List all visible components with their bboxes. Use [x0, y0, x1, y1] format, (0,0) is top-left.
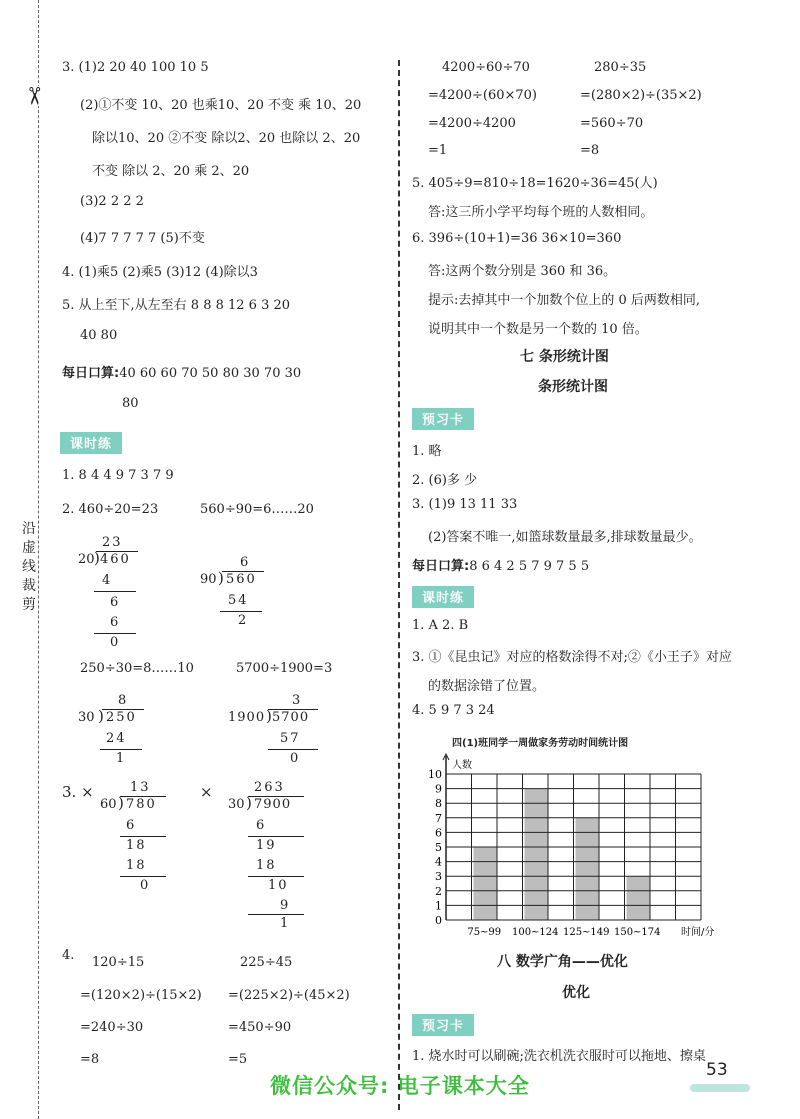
bar: [627, 876, 651, 920]
bar: [525, 789, 549, 920]
quotient: 263: [254, 780, 285, 795]
answer-line: 答:这两个数分别是 360 和 36。: [428, 264, 617, 279]
daily-calc-line: [412, 555, 589, 574]
long-division: 8 30 ) 250 24 1: [78, 693, 188, 773]
answer-line: =1: [428, 143, 448, 158]
daily-calc-values: 8 6 4 2 5 7 9 7 5 5: [469, 559, 590, 574]
answer-line: =240÷30: [80, 1020, 144, 1035]
step: 0: [290, 751, 299, 766]
answer-line: 3. (1)2 20 40 100 10 5: [62, 60, 209, 75]
answer-line: 4. 5 9 7 3 24: [412, 703, 495, 718]
answer-line: 4. (1)乘5 (2)乘5 (3)12 (4)除以3: [62, 265, 258, 280]
cut-instruction: [22, 520, 36, 615]
answer-line: 40 80: [80, 328, 118, 343]
answer-line: =4200÷(60×70): [428, 88, 537, 103]
y-tick-label: 6: [435, 826, 442, 840]
section-title: 七 条形统计图: [520, 349, 609, 365]
page-number-underline: [690, 1084, 750, 1092]
answer-line: =(225×2)÷(45×2): [228, 988, 350, 1003]
answer-line: (3)2 2 2 2: [80, 194, 144, 209]
long-division: 6 90 ) 560 54 2: [196, 555, 306, 635]
bar-chart: [410, 744, 730, 940]
quotient: 3: [292, 693, 301, 708]
bar: [576, 818, 600, 920]
answer-line: 5. 从上至下,从左至右 8 8 8 12 6 3 20: [62, 298, 291, 313]
y-tick-label: 5: [435, 841, 442, 854]
y-tick-label: 1: [435, 899, 442, 913]
answer-line: =560÷70: [580, 116, 644, 131]
hint-line: 提示:去掉其中一个加数个位上的 0 后两数相同,: [428, 293, 701, 308]
step: 19: [256, 838, 277, 853]
daily-calc-label: 每日口算:: [62, 366, 120, 381]
x-tick-label: 100~124: [511, 927, 559, 938]
step: 9: [280, 898, 289, 913]
step: 6: [126, 818, 135, 833]
step: 54: [228, 593, 249, 608]
step: 18: [126, 838, 147, 853]
chart-title: 四(1)班同学一周做家务劳动时间统计图: [452, 738, 629, 749]
answer-line: 4.: [62, 948, 75, 963]
answer-line: 2. (6)多 少: [412, 473, 478, 488]
long-division: 263 30 ) 7900 6 19 18 10 9 1: [228, 780, 348, 930]
badge-preview-card: 预习卡: [412, 1014, 474, 1036]
answer-line: 2. 460÷20=23: [62, 502, 159, 517]
dividend: 780: [126, 797, 157, 812]
step: 24: [106, 731, 127, 746]
answer-line: (2)①不变 10、20 也乘10、20 不变 乘 10、20: [80, 98, 362, 113]
quotient: 13: [130, 780, 151, 795]
step: 6: [110, 595, 119, 610]
cut-char: 沿: [22, 521, 36, 537]
answer-line: 1. 烧水时可以刷碗;洗衣机洗衣服时可以拖地、擦桌: [412, 1049, 706, 1064]
answer-line: 80: [122, 396, 139, 411]
answer-line: (2)答案不唯一,如篮球数量最多,排球数量最少。: [428, 530, 702, 545]
answer-line: 1. 8 4 4 9 7 3 7 9: [62, 468, 174, 483]
answer-line: 除以10、20 ②不变 除以2、20 也除以 2、20: [92, 131, 361, 146]
answer-line: 6. 396÷(10+1)=36 36×10=360: [412, 231, 622, 246]
answer-line: 560÷90=6……20: [200, 502, 314, 517]
quotient: 23: [102, 535, 123, 550]
step: 57: [280, 731, 301, 746]
answer-line: ×: [200, 783, 213, 801]
answer-line: 5. 405÷9=810÷18=1620÷36=45(人): [412, 176, 658, 191]
daily-calc-label: 每日口算:: [412, 559, 470, 574]
step: 10: [268, 878, 289, 893]
bar: [474, 847, 498, 920]
answer-line: 3. ×: [62, 783, 94, 801]
answer-line: 3. ①《昆虫记》对应的格数涂得不对;②《小王子》对应: [412, 650, 732, 665]
step: 18: [256, 858, 277, 873]
y-tick-label: 10: [428, 768, 442, 781]
cut-char: 裁: [22, 578, 36, 594]
step: 4: [102, 573, 111, 588]
divisor: 20: [78, 552, 95, 567]
step: 1: [280, 916, 289, 931]
long-division: 23 20 ) 460 4 6 6 0: [70, 535, 180, 645]
step: 0: [140, 878, 149, 893]
x-tick-label: 75~99: [467, 927, 502, 938]
long-division: 3 1900 ) 5700 57 0: [228, 693, 338, 773]
answer-line: =5: [228, 1052, 248, 1067]
dividend: 5700: [272, 710, 310, 725]
answer-line: (4)7 7 7 7 7 (5)不变: [80, 231, 205, 246]
section-title: 八 数学广角——优化: [497, 954, 628, 970]
badge-lesson-practice: 课时练: [60, 432, 122, 454]
answer-line: 4200÷60÷70: [442, 60, 530, 75]
answer-line: 的数据涂错了位置。: [428, 679, 546, 694]
step: 6: [110, 615, 119, 630]
y-tick-label: 3: [435, 870, 442, 884]
badge-lesson-practice: 课时练: [412, 586, 474, 608]
answer-line: =8: [80, 1052, 100, 1067]
cut-line: [38, 0, 39, 1119]
long-division: 13 60 ) 780 6 18 18 0: [100, 780, 210, 900]
answer-line: 225÷45: [240, 955, 293, 970]
section-subtitle: 条形统计图: [538, 379, 608, 395]
divisor: 1900: [228, 710, 266, 725]
dividend: 7900: [254, 797, 292, 812]
cut-char: 线: [22, 559, 36, 575]
answer-line: 1. A 2. B: [412, 618, 469, 633]
x-tick-label: 150~174: [613, 927, 661, 938]
x-axis-label: 时间/分: [681, 927, 715, 938]
step: 0: [110, 635, 119, 650]
scissors-icon: ✂: [20, 85, 49, 107]
section-subtitle: 优化: [562, 985, 590, 1001]
y-axis-label: 人数: [452, 760, 472, 771]
answer-line: 答:这三所小学平均每个班的人数相同。: [428, 205, 654, 220]
divisor: 90: [200, 572, 217, 587]
quotient: 8: [118, 693, 127, 708]
daily-calc-line: [62, 362, 301, 381]
divisor: 60: [100, 797, 117, 812]
page-number: 53: [706, 1060, 728, 1080]
answer-line: 250÷30=8……10: [80, 661, 194, 676]
y-tick-label: 7: [435, 811, 442, 825]
answer-line: =450÷90: [228, 1020, 292, 1035]
answer-line: =(120×2)÷(15×2): [80, 988, 202, 1003]
answer-line: 120÷15: [92, 955, 145, 970]
dividend: 250: [106, 710, 137, 725]
step: 6: [256, 818, 265, 833]
hint-line: 说明其中一个数是另一个数的 10 倍。: [428, 322, 648, 337]
divisor: 30: [228, 797, 245, 812]
answer-line: 3. (1)9 13 11 33: [412, 497, 518, 512]
answer-line: =4200÷4200: [428, 116, 516, 131]
answer-line: 5700÷1900=3: [236, 661, 333, 676]
step: 2: [238, 613, 247, 628]
dividend: 460: [100, 552, 131, 567]
y-tick-label: 0: [435, 914, 442, 927]
answer-line: 1. 略: [412, 444, 442, 459]
y-tick-label: 8: [435, 797, 442, 811]
footer-watermark: 微信公众号: 电子课本大全: [270, 1074, 530, 1098]
divisor: 30: [78, 710, 95, 725]
badge-preview-card: 预习卡: [412, 408, 474, 430]
column-divider: [398, 60, 400, 1110]
y-tick-label: 2: [435, 884, 442, 898]
step: 18: [126, 858, 147, 873]
x-tick-label: 125~149: [562, 927, 610, 938]
dividend: 560: [226, 572, 257, 587]
y-tick-label: 9: [435, 782, 442, 796]
answer-line: 不变 除以 2、20 乘 2、20: [92, 164, 250, 179]
cut-char: 虚: [22, 540, 36, 556]
cut-char: 剪: [22, 597, 36, 613]
y-tick-label: 4: [435, 855, 442, 869]
quotient: 6: [240, 555, 249, 570]
answer-line: =8: [580, 143, 600, 158]
step: 1: [116, 751, 125, 766]
daily-calc-values: 40 60 60 70 50 80 30 70 30: [119, 366, 302, 381]
answer-line: =(280×2)÷(35×2): [580, 88, 702, 103]
answer-line: 280÷35: [594, 60, 647, 75]
